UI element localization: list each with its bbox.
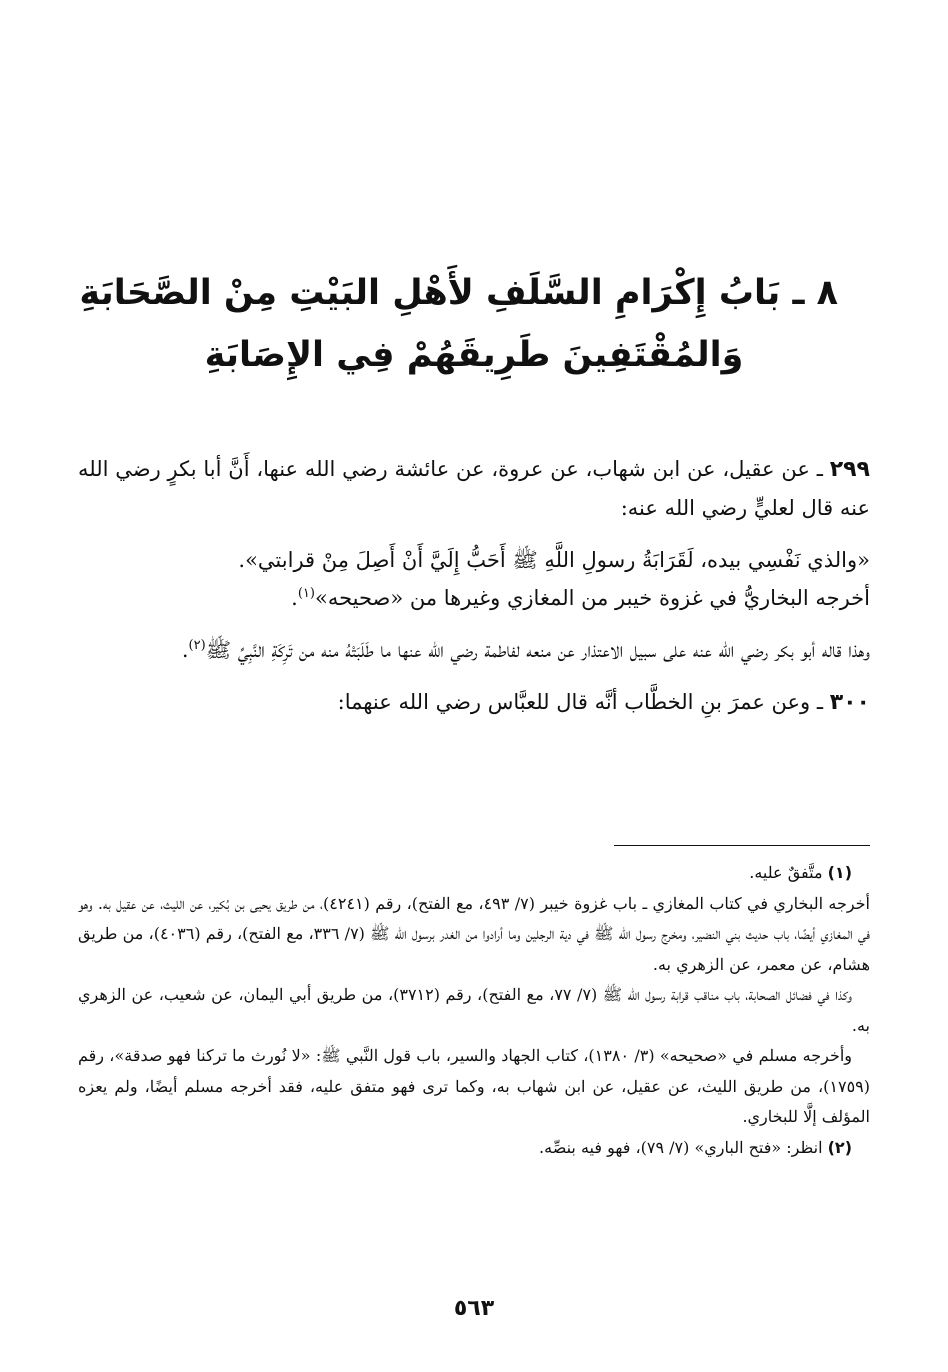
hadith-299-matn: «والذي نَفْسِي بيده، لَقَرَابَةُ رسولِ اللَّهِ ﷺ أَحَبُّ إِلَيَّ أَنْ أَصِلَ مِنْ قرابتي». [238,548,870,572]
chapter-title-line-1: ٨ ـ بَابُ إِكْرَامِ السَّلَفِ لأَهْلِ البَيْتِ مِنْ الصَّحَابَةِ [79,273,838,313]
chapter-title-line-2: وَالمُقْتَفِينَ طَرِيقَهُمْ فِي الإِصَابَةِ [204,335,744,375]
page-number: ٥٦٣ [453,1296,495,1321]
hadith-300 [78,683,870,722]
footnote-2-text: انظر: «فتح الباري» (٧/ ٧٩)، فهو فيه بنصِّه. [539,1137,828,1157]
main-text [78,450,870,722]
hadith-299-takhrij-text: أخرجه البخاريُّ في غزوة خيبر من المغازي وغيرها من «صحيحه» [314,586,870,610]
footnote-1-head-text: متَّفقٌ عليه. [749,863,828,882]
footnotes [78,858,870,1163]
footnote-2-label: (٢) [827,1137,852,1157]
footnote-divider [614,845,870,846]
hadith-299-number: ٢٩٩ [829,457,870,482]
hadith-299-isnad-text: ـ عن عقيل، عن ابن شهاب، عن عروة، عن عائشة رضي الله عنها، أَنَّ أبا بكرٍ رضي الله عنه قال لعليٍّ رضي الله عنه: [78,457,870,520]
hadith-299-comment: وهذا قاله أبو بكر رضي الله عنه على سبيل الاعتذار عن منعه لفاطمة رضي الله عنها ما طَلَبَتْهُ منه من تَرِكَةِ النَّبِيِّ ﷺ$^{(٢)}$. [181,638,870,662]
footnote-1-label: (١) [827,863,852,882]
hadith-299-isnad [78,450,870,527]
footnote-ref-1: (١) [297,586,315,601]
hadith-300-number: ٣٠٠ [829,690,870,715]
footnote-1-head [78,858,870,889]
hadith-299-comment-text: وهذا قاله أبو بكر رضي الله عنه على سبيل الاعتذار عن منعه لفاطمة رضي الله عنها ما طَلَبَتْهُ منه من تَرِكَةِ النَّبِيِّ ﷺ [205,638,870,662]
hadith-300-text: ـ وعن عمرَ بنِ الخطَّاب أنَّه قال للعبَّاس رضي الله عنهما: [337,690,830,714]
footnote-1-paragraph-2: وكذا في فضائل الصحابة، باب مناقب قرابة رسول الله ﷺ (٧/ ٧٧، مع الفتح)، رقم (٣٧١٢)، من طريق أبي اليمان، عن شعيب، عن الزهري به. [78,985,870,1035]
footnote-1-paragraph-3: وأخرجه مسلم في «صحيحه» (٣/ ١٣٨٠)، كتاب الجهاد والسير، باب قول النَّبي ﷺ: «لا نُورث ما تركنا فهو صدقة»، رقم (١٧٥٩)، من طريق الليث، عن عقيل، عن ابن شهاب به، وكما ترى فهو متفق عليه، فقد أخرجه مسلم أيضًا، ولم يعزه المؤلف إلَّا للبخاري. [78,1046,870,1126]
chapter-title [79,262,838,386]
footnote-2 [78,1133,870,1164]
footnote-1-paragraph-1: أخرجه البخاري في كتاب المغازي ـ باب غزوة خيبر (٧/ ٤٩٣، مع الفتح)، رقم (٤٢٤١)، من طريق يحيى بن بُكير، عن الليث، عن عقيل به. وهو في المغازي أيضًا، باب حديث بني النضير، ومخرج رسول الله ﷺ في دية الرجلين وما أرادوا من الغدر برسول الله ﷺ (٧/ ٣٣٦، مع الفتح)، رقم (٤٠٣٦)، من طريق هشام، عن معمر، عن الزهري به. [78,893,871,974]
hadith-299-takhrij: أخرجه البخاريُّ في غزوة خيبر من المغازي وغيرها من «صحيحه»$^{(١)}$. [291,586,870,610]
footnote-ref-2: (٢) [188,638,206,653]
